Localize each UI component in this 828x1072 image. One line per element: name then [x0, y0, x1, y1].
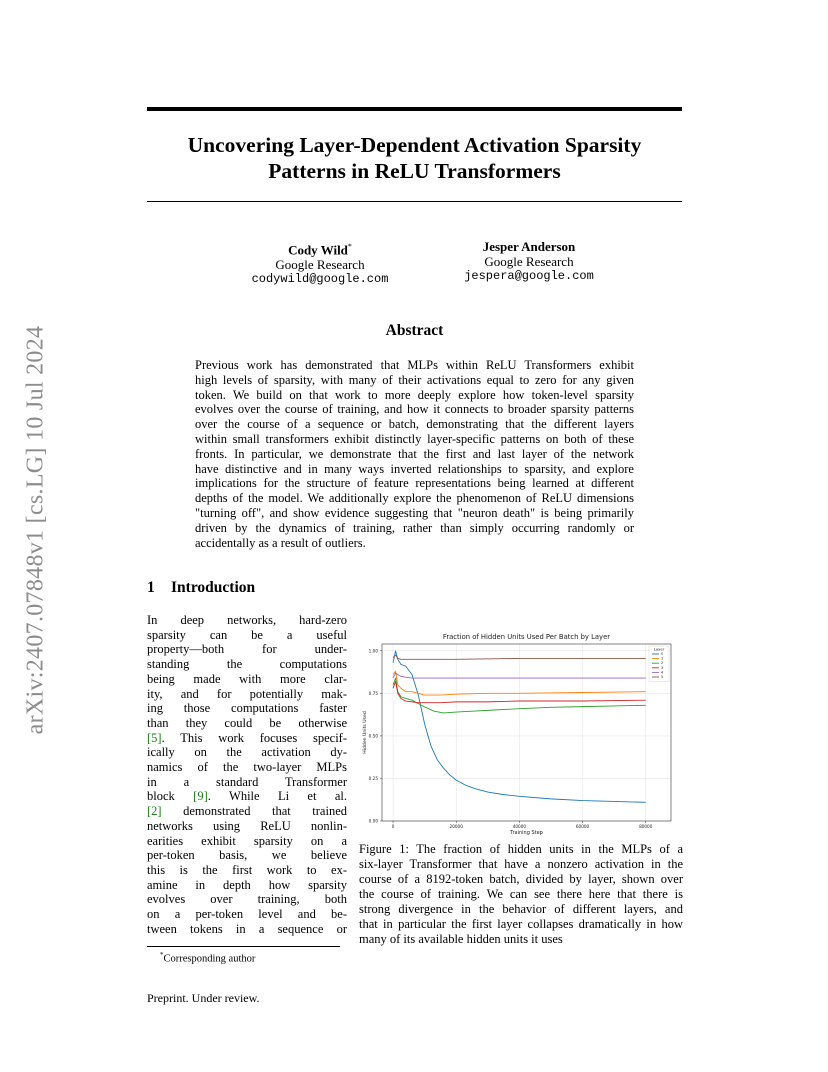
arxiv-identifier-text: arXiv:2407.07848v1 [cs.LG] 10 Jul 2024: [22, 325, 49, 735]
figure-caption: [359, 842, 683, 947]
line-chart: [357, 628, 683, 838]
citation-link[interactable]: [5]: [147, 730, 162, 745]
legend-label: 2: [661, 661, 664, 666]
intro-text: this is the first work to ex-: [147, 862, 347, 877]
author-name: Cody Wild*: [288, 242, 352, 258]
intro-text: . This work focuses specif-: [161, 730, 347, 745]
author-block: [220, 239, 420, 287]
intro-line: [147, 834, 347, 849]
intro-line: [147, 907, 347, 922]
footnote: *Corresponding author: [160, 951, 256, 965]
intro-text: earities exhibit sparsity on a: [147, 833, 347, 848]
x-tick-label: 0: [391, 824, 395, 829]
abstract-line: fronts. In particular, we demonstrate that the first and last layer of the network: [195, 446, 634, 461]
intro-text: standing the computations: [147, 657, 347, 672]
intro-text: tween tokens in a sequence or: [147, 921, 347, 936]
legend-label: 1: [661, 656, 664, 661]
intro-line: [147, 642, 347, 657]
y-tick-label: 0.50: [368, 733, 378, 739]
intro-line: [147, 848, 347, 863]
paper-title: [147, 132, 682, 184]
legend-label: 4: [661, 670, 664, 675]
intro-text: amine in depth how sparsity: [147, 877, 347, 892]
figure-1-chart: [357, 628, 683, 838]
legend-label: 5: [661, 675, 664, 679]
preprint-footer: Preprint. Under review.: [147, 991, 260, 1005]
intro-line: [147, 922, 347, 937]
intro-line: [147, 628, 347, 643]
caption-line: that in particular the first layer collapses dramatically in how: [359, 917, 683, 931]
legend-label: 0: [661, 652, 664, 656]
abstract-line: accidentally as a result of outliers.: [195, 535, 366, 550]
intro-line: [147, 716, 347, 731]
intro-text: networks using ReLU nonlin-: [147, 818, 347, 833]
author-affiliation: Google Research: [275, 257, 365, 273]
y-tick-label: 1.00: [368, 648, 378, 654]
intro-line: [147, 687, 347, 702]
intro-text: ing those computations faster: [147, 701, 347, 716]
title-top-rule: [147, 107, 682, 111]
abstract-line: depths of the model. We additionally explore the phenomenon of ReLU dimensions: [195, 491, 634, 506]
intro-line: [147, 657, 347, 672]
section-heading: 1 Introduction: [147, 579, 256, 596]
author-name: Jesper Anderson: [482, 239, 576, 254]
author-affiliation: Google Research: [484, 254, 574, 269]
intro-text: in a standard Transformer: [147, 774, 347, 789]
chart-title: Fraction of Hidden Units Used Per Batch by Layer: [442, 633, 611, 641]
intro-line: [147, 863, 347, 878]
intro-line: [147, 892, 347, 907]
y-tick-label: 0.00: [368, 818, 378, 824]
intro-text: block: [147, 789, 194, 804]
abstract-line: evolves over the course of training, and how it connects to broader sparsity patterns: [195, 402, 634, 417]
intro-text: than they could be otherwise: [147, 715, 347, 730]
x-tick-label: 20000: [449, 824, 463, 829]
citation-link[interactable]: [2]: [147, 804, 162, 819]
plot-frame: [382, 644, 671, 821]
intro-line: [147, 819, 347, 834]
x-axis-label: Training Step: [510, 830, 543, 836]
abstract-line: driven by the dynamics of training, rather than simply occurring randomly or: [195, 520, 634, 535]
caption-line: the course of training. We can see there here that there is: [359, 887, 683, 901]
x-tick-label: 40000: [512, 824, 527, 829]
author-block: [429, 239, 629, 284]
intro-text: In deep networks, hard-zero: [147, 613, 347, 627]
intro-text: . While Li et al.: [207, 789, 347, 804]
abstract-line: Previous work has demonstrated that MLPs within ReLU Transformers exhibit: [195, 358, 634, 372]
caption-line: six-layer Transformer that have a nonzero activation in the: [359, 857, 683, 871]
intro-line: [147, 731, 347, 746]
intro-text: namics of the two-layer MLPs: [147, 760, 347, 775]
abstract-body: [195, 358, 634, 550]
title-line: Uncovering Layer-Dependent Activation Sparsity: [187, 133, 642, 157]
intro-text: evolves over training, both: [147, 892, 347, 907]
abstract-line: have distinctive and in many ways inverted relationships to sparsity, and explore: [195, 461, 634, 476]
x-tick-label: 60000: [575, 824, 590, 829]
y-tick-label: 0.75: [368, 690, 378, 696]
intro-text: property—both for under-: [147, 642, 347, 657]
intro-text: sparsity can be a useful: [147, 627, 347, 642]
abstract-line: over the course of a sequence or batch, demonstrating that the different layers: [195, 417, 634, 432]
abstract-line: within small transformers exhibit distinctly layer-specific patterns on both of these: [195, 431, 634, 446]
abstract-heading: Abstract: [385, 322, 444, 339]
abstract-line: high levels of sparsity, with many of their activations equal to zero for any given: [195, 372, 634, 387]
title-bottom-rule: [147, 201, 682, 202]
legend-title: Layer: [653, 646, 665, 652]
intro-text: ically on the activation dy-: [147, 745, 347, 760]
intro-text: ity, and for potentially mak-: [147, 686, 347, 701]
abstract-line: token. We build on that work to more deeply explore how token-level sparsity: [195, 387, 634, 402]
author-email[interactable]: jespera@google.com: [464, 269, 594, 283]
citation-link[interactable]: [9]: [193, 789, 208, 804]
intro-line: [147, 672, 347, 687]
footnote-rule: [147, 946, 340, 947]
arxiv-identifier: [16, 300, 56, 760]
intro-text: per-token basis, we believe: [147, 848, 347, 863]
intro-line: [147, 760, 347, 775]
caption-line: course of a 8192-token batch, divided by layer, shown over: [359, 872, 683, 886]
intro-text: being made with more clar-: [147, 671, 347, 686]
caption-line: strong divergence in the behavior of different layers, and: [359, 902, 683, 916]
intro-line: [147, 789, 347, 804]
intro-line: [147, 775, 347, 790]
y-axis-label: Hidden Units Used: [363, 711, 368, 754]
intro-line: [147, 804, 347, 819]
intro-text: demonstrated that trained: [161, 804, 347, 819]
abstract-line: implications for the structure of feature representations being learned at different: [195, 476, 634, 491]
intro-text: on a per-token level and be-: [147, 907, 347, 922]
caption-line: many of its available hidden units it uses: [359, 932, 563, 946]
y-tick-label: 0.25: [368, 775, 378, 781]
intro-line: [147, 878, 347, 893]
abstract-line: "turning off", and show evidence suggesting that "neuron death" is being primarily: [195, 505, 634, 520]
caption-line: Figure 1: The fraction of hidden units in the MLPs of a: [359, 842, 683, 856]
introduction-text: [147, 613, 347, 936]
x-tick-label: 80000: [639, 824, 653, 829]
intro-line: [147, 613, 347, 628]
author-email[interactable]: codywild@google.com: [251, 272, 389, 287]
intro-line: [147, 745, 347, 760]
title-line: Patterns in ReLU Transformers: [268, 159, 561, 183]
intro-line: [147, 701, 347, 716]
legend-label: 3: [661, 665, 664, 670]
